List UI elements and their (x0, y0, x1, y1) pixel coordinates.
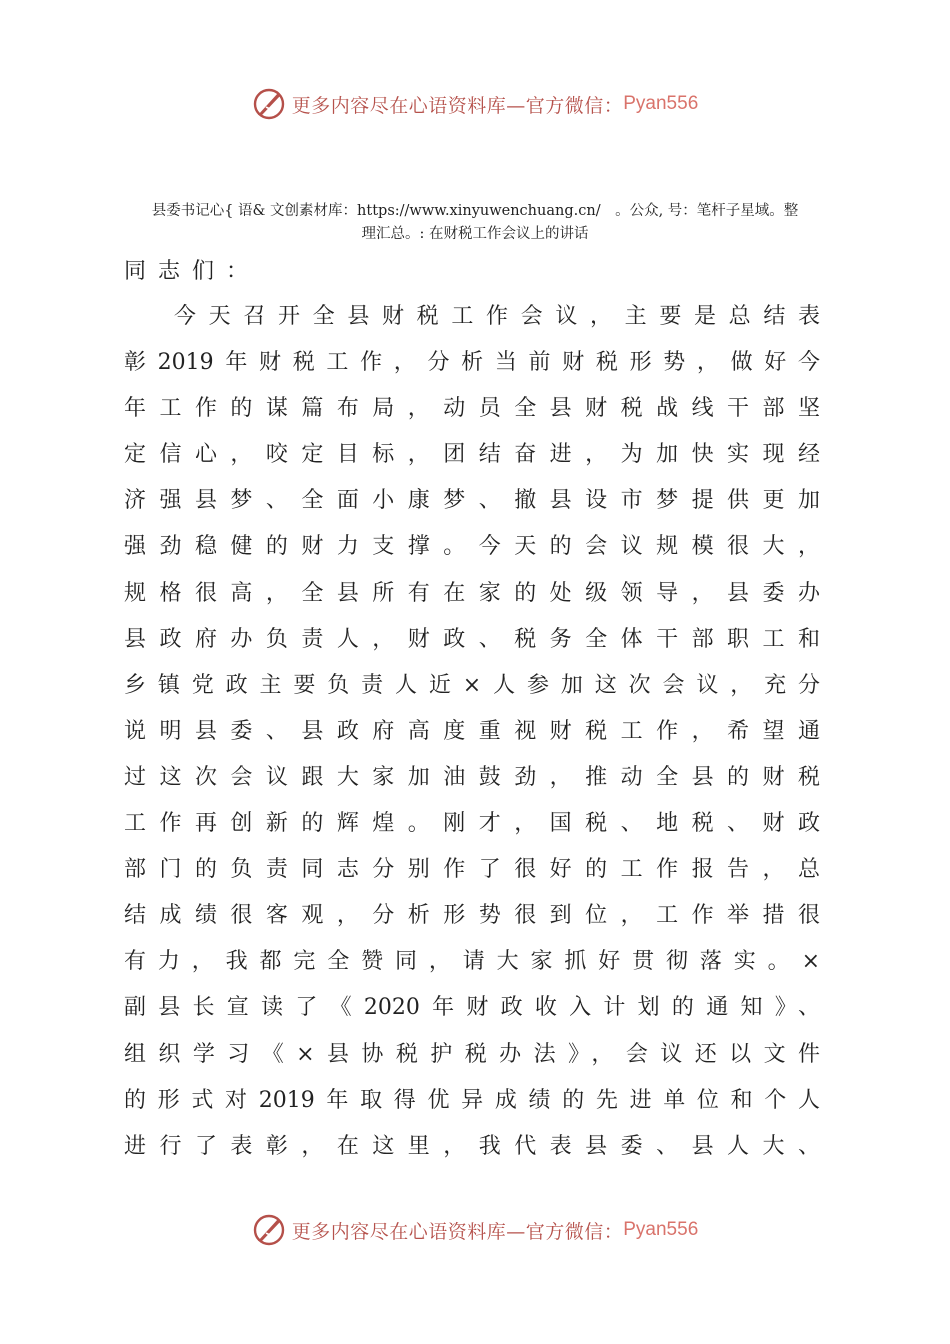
body-line: 有力，我都完全赞同，请大家抓好贯彻落实。× (124, 949, 820, 975)
quill-logo-icon (252, 87, 286, 121)
header-note-line-1: 县委书记心{ 语& 文创素材库：https://www.xinyuwenchuang.cn/ 。公众, 号：笔杆子星域。整 (151, 203, 799, 219)
body-line: 县政府办负责人，财政、税务全体干部职工和 (124, 626, 820, 652)
body-line: 结成绩很客观，分析形势很到位，工作举措很 (124, 903, 820, 929)
body-line: 说明县委、县政府高度重视财税工作，希望通 (124, 718, 820, 744)
watermark-banner-top (0, 82, 950, 126)
watermark-banner-bottom (0, 1208, 950, 1252)
body-line: 乡镇党政主要负责人近×人参加这次会议，充分 (124, 672, 820, 698)
body-line: 彰2019年财税工作，分析当前财税形势，做好今 (124, 350, 820, 376)
banner-wechat-id: Pyan556 (623, 1219, 699, 1240)
banner-text: 更多内容尽在心语资料库—官方微信： (291, 94, 624, 117)
salutation: 同志们： (124, 259, 261, 284)
body-line: 今天召开全县财税工作会议，主要是总结表 (174, 304, 820, 329)
header-note-line-2: 理汇总。: 在财税工作会议上的讲话 (361, 226, 589, 242)
body-line: 年工作的谋篇布局，动员全县财税战线干部坚 (124, 396, 820, 422)
body-line: 部门的负责同志分别作了很好的工作报告，总 (124, 857, 820, 883)
body-line: 工作再创新的辉煌。刚才，国税、地税、财政 (124, 811, 820, 837)
document-header-note (122, 200, 828, 246)
body-line: 强劲稳健的财力支撑。今天的会议规模很大， (124, 534, 820, 560)
body-line: 济强县梦、全面小康梦、撤县设市梦提供更加 (124, 488, 820, 514)
body-line: 定信心，咬定目标，团结奋进，为加快实现经 (124, 442, 820, 468)
quill-logo-icon (252, 1213, 286, 1247)
banner-text: 更多内容尽在心语资料库—官方微信： (291, 1220, 624, 1243)
body-line: 过这次会议跟大家加油鼓劲，推动全县的财税 (124, 764, 820, 790)
body-line: 副县长宣读了《2020年财政收入计划的通知》、 (124, 995, 820, 1021)
body-line: 的形式对2019年取得优异成绩的先进单位和个人 (124, 1087, 820, 1113)
body-line: 规格很高，全县所有在家的处级领导，县委办 (124, 580, 820, 606)
banner-wechat-id: Pyan556 (623, 93, 699, 114)
speech-body (124, 294, 820, 1170)
body-line: 组织学习《×县协税护税办法》，会议还以文件 (124, 1041, 820, 1067)
body-line: 进行了表彰，在这里，我代表县委、县人大、 (124, 1133, 820, 1159)
